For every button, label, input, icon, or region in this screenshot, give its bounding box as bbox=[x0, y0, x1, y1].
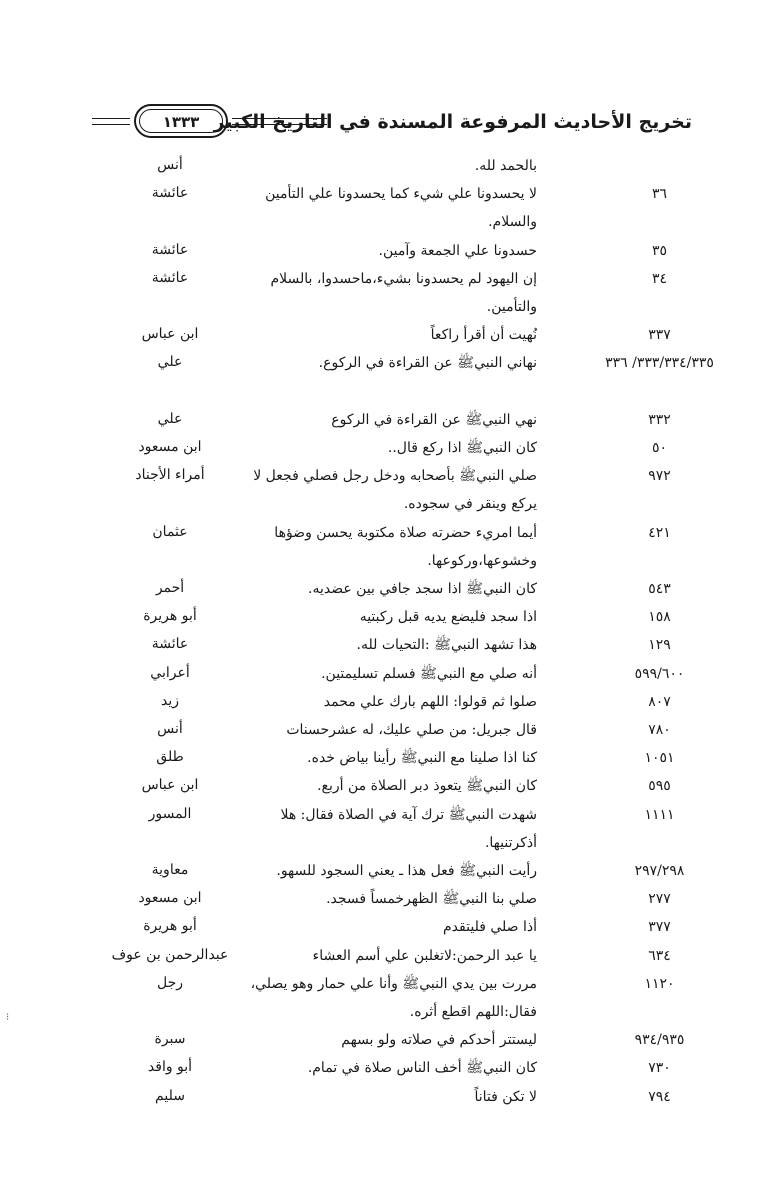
narrator-name: أحمر bbox=[155, 580, 185, 596]
hadith-number: ٧٣٠ bbox=[648, 1060, 671, 1077]
table-row bbox=[0, 744, 765, 772]
hadith-number: ٣٣٢ bbox=[648, 411, 671, 428]
header-rule-left bbox=[92, 118, 130, 125]
hadith-number: ٣٦ bbox=[651, 186, 668, 203]
narrator-name: أبو واقد bbox=[147, 1059, 193, 1076]
hadith-text: صلوا ثم قولوا: اللهم بارك علي محمد bbox=[323, 693, 537, 710]
narrator-name: عائشة bbox=[151, 636, 189, 653]
hadith-text: قال جبريل: من صلي عليك، له عشرحسنات bbox=[286, 722, 537, 738]
hadith-text: نهي النبيﷺ عن القراءة في الركوع bbox=[331, 411, 537, 428]
table-row bbox=[0, 349, 765, 405]
page-header bbox=[92, 102, 692, 142]
table-row bbox=[0, 462, 765, 518]
page-title: تخريج الأحاديث المرفوعة المسندة في التاريخ الكبير bbox=[213, 111, 692, 133]
hadith-text: أذا صلي فليتقدم bbox=[443, 919, 537, 936]
hadith-number: ٥٩٥ bbox=[648, 778, 671, 795]
table-row bbox=[0, 772, 765, 800]
table-row bbox=[0, 970, 765, 1026]
table-row bbox=[0, 942, 765, 970]
narrator-name: ابن مسعود bbox=[138, 890, 202, 907]
hadith-text: رأيت النبيﷺ فعل هذا ـ يعني السجود للسهو. bbox=[276, 863, 537, 879]
table-row bbox=[0, 152, 765, 180]
narrator-name: ابن مسعود bbox=[138, 439, 202, 455]
hadith-text: لا يحسدونا علي شيء كما يحسدونا علي التأمين والسلام. bbox=[265, 186, 537, 231]
hadith-text: صلي بنا النبيﷺ الظهرخمساً فسجد. bbox=[326, 891, 537, 908]
narrator-name: سليم bbox=[155, 1087, 185, 1104]
hadith-text: يا عبد الرحمن:لاتغلبن علي أسم العشاء bbox=[312, 947, 537, 964]
hadith-text: كان النبيﷺ أخف الناس صلاة في تمام. bbox=[307, 1060, 537, 1077]
table-row bbox=[0, 660, 765, 688]
hadith-text: كان النبيﷺ يتعوذ دبر الصلاة من أربع. bbox=[317, 778, 537, 795]
narrator-name: ابن عباس bbox=[141, 777, 199, 794]
table-row bbox=[0, 1026, 765, 1054]
hadith-number: ١٥٨ bbox=[648, 609, 671, 626]
hadith-text: بالحمد لله. bbox=[474, 158, 537, 174]
hadith-number: ٣٣٧ bbox=[648, 327, 671, 344]
hadith-text: كان النبيﷺ اذا ركع قال.. bbox=[387, 440, 537, 456]
table-row bbox=[0, 857, 765, 885]
narrator-name: أنس bbox=[157, 721, 183, 737]
table-row bbox=[0, 321, 765, 349]
narrator-name: عثمان bbox=[152, 523, 188, 540]
hadith-number: ٧٨٠ bbox=[648, 722, 671, 738]
hadith-number: ٩٧٢ bbox=[648, 468, 671, 485]
hadith-number: ٨٠٧ bbox=[648, 693, 671, 710]
hadith-number: ١١١١ bbox=[644, 806, 675, 823]
page-number: ١٣٣٣ bbox=[139, 109, 223, 133]
narrator-name: ابن عباس bbox=[141, 326, 199, 343]
table-row bbox=[0, 1054, 765, 1082]
hadith-number: ٧٩٤ bbox=[648, 1088, 671, 1105]
table-row bbox=[0, 1083, 765, 1111]
table-row bbox=[0, 688, 765, 716]
table-row bbox=[0, 180, 765, 236]
hadith-text: شهدت النبيﷺ ترك آية في الصلاة فقال: هلا أذكرتنيها. bbox=[280, 806, 537, 851]
hadith-text: نُهيت أن أقرأ راكعاً bbox=[430, 327, 537, 344]
hadith-text: صلي النبيﷺ بأصحابه ودخل رجل فصلي فجعل لا يركع وينقر في سجوده. bbox=[253, 468, 537, 513]
narrator-name: عائشة bbox=[151, 185, 189, 202]
narrator-name: علي bbox=[157, 410, 183, 427]
table-row bbox=[0, 913, 765, 941]
table-row bbox=[0, 631, 765, 659]
hadith-text: نهاني النبيﷺ عن القراءة في الركوع. bbox=[318, 355, 537, 372]
narrator-name: عبدالرحمن بن عوف bbox=[111, 946, 229, 963]
hadith-number: ٣٧٧ bbox=[648, 919, 671, 936]
hadith-number: ٢٩٧/٢٩٨ bbox=[634, 863, 685, 879]
hadith-number: ١٢٩ bbox=[648, 637, 671, 654]
hadith-text: حسدونا علي الجمعة وآمين. bbox=[378, 242, 537, 259]
hadith-number: ٣٤ bbox=[651, 270, 668, 287]
hadith-text: اذا سجد فليضع يديه قبل ركبتيه bbox=[359, 609, 537, 626]
margin-mark: ⁝ bbox=[6, 1012, 10, 1023]
narrator-name: المسور bbox=[148, 805, 192, 822]
narrator-name: عائشة bbox=[151, 269, 189, 286]
narrator-name: رجل bbox=[156, 974, 184, 991]
table-row bbox=[0, 603, 765, 631]
table-row bbox=[0, 265, 765, 321]
hadith-text: أيما امريء حضرته صلاة مكتوبة يحسن وضؤها وخشوعها،وركوعها. bbox=[274, 524, 537, 569]
hadith-number: ٦٣٤ bbox=[648, 947, 671, 964]
narrator-name: أمراء الأجناد bbox=[135, 467, 205, 484]
narrator-name: عائشة bbox=[151, 241, 189, 258]
hadith-text: مررت بين يدي النبيﷺ وأنا علي حمار وهو يصلي، فقال:اللهم اقطع أثره. bbox=[250, 975, 537, 1020]
hadith-text: كان النبيﷺ اذا سجد جافي بين عضديه. bbox=[308, 581, 537, 597]
narrator-name: أنس bbox=[157, 157, 183, 173]
table-row bbox=[0, 519, 765, 575]
hadith-number: ٢٧٧ bbox=[648, 891, 671, 908]
hadith-number: ١٠٥١ bbox=[644, 750, 675, 767]
hadith-number: ٥٩٩/٦٠٠ bbox=[634, 665, 685, 682]
narrator-name: أعرابي bbox=[150, 664, 190, 681]
hadith-number: ٣٣٣/٣٣٤/٣٣٥/ ٣٣٦ bbox=[605, 355, 714, 372]
hadith-number: ٤٢١ bbox=[648, 524, 671, 541]
table-row bbox=[0, 575, 765, 603]
hadith-text: ليستتر أحدكم في صلاته ولو بسهم bbox=[341, 1032, 537, 1049]
hadith-number: ٩٣٤/٩٣٥ bbox=[634, 1032, 685, 1049]
hadith-number: ٥٠ bbox=[651, 440, 668, 456]
table-row bbox=[0, 434, 765, 462]
hadith-text: هذا تشهد النبيﷺ :التحيات لله. bbox=[356, 637, 537, 654]
hadith-text: إن اليهود لم يحسدونا بشيء،ماحسدوا، بالسلام والتأمين. bbox=[270, 270, 537, 315]
narrator-name: أبو هريرة bbox=[143, 608, 197, 625]
table-row bbox=[0, 801, 765, 857]
narrator-name: معاوية bbox=[151, 862, 189, 878]
narrator-name: أبو هريرة bbox=[143, 918, 197, 935]
table-row bbox=[0, 716, 765, 744]
narrator-name: علي bbox=[157, 354, 183, 371]
table-row bbox=[0, 237, 765, 265]
hadith-text: لا تكن فتاناً bbox=[474, 1088, 537, 1105]
narrator-name: طلق bbox=[156, 749, 184, 766]
hadith-number: ٥٤٣ bbox=[648, 581, 671, 597]
hadith-text: كنا اذا صلينا مع النبيﷺ رأينا بياض خده. bbox=[307, 750, 537, 767]
hadith-number: ٣٥ bbox=[651, 242, 668, 259]
table-row bbox=[0, 406, 765, 434]
narrator-name: سبرة bbox=[154, 1031, 186, 1048]
hadith-number: ١١٢٠ bbox=[644, 975, 675, 992]
table-row bbox=[0, 885, 765, 913]
hadith-text: أنه صلي مع النبيﷺ فسلم تسليمتين. bbox=[321, 665, 537, 682]
narrator-name: زيد bbox=[160, 692, 179, 709]
